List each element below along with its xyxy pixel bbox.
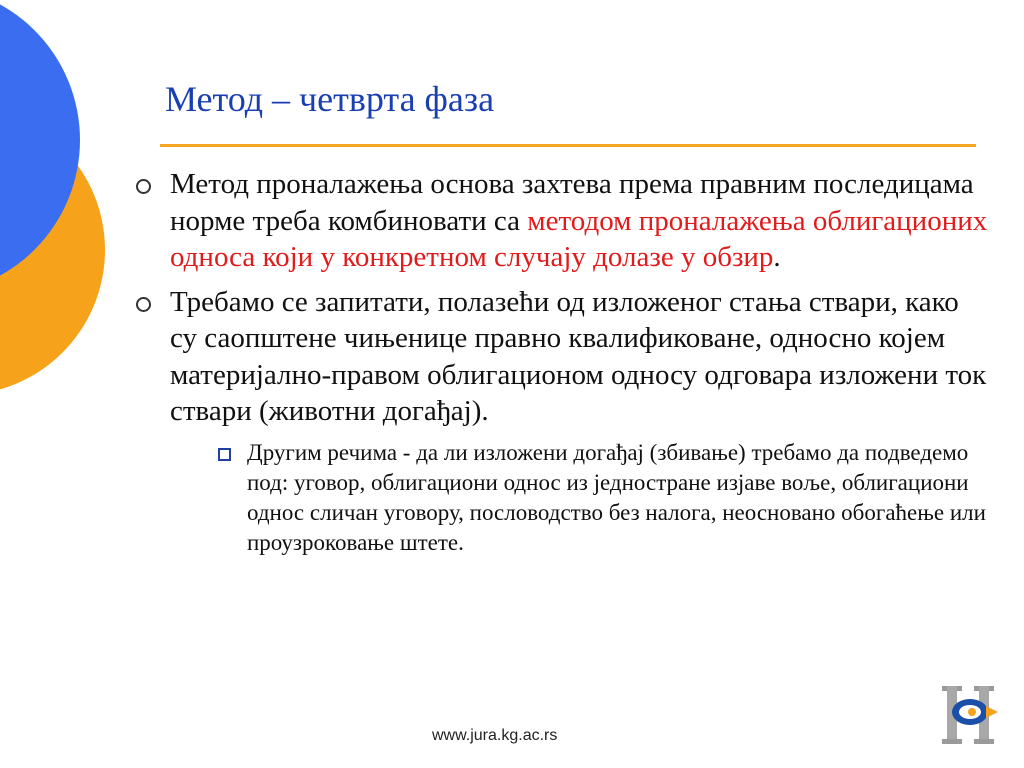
square-bullet-icon bbox=[218, 448, 231, 461]
bullet-1-highlight: методом проналажења облигационих односа који у конкретном случају долазе у обзир bbox=[170, 204, 988, 273]
circle-bullet-icon bbox=[136, 179, 151, 194]
circle-bullet-icon bbox=[136, 297, 151, 312]
footer-url: www.jura.kg.ac.rs bbox=[432, 727, 558, 744]
sub-bullet-text: Другим речима - да ли изложени догађај (збивање) требамо да подведемо под: уговор, облигациони однос из једностране изјаве воље, облигациони однос сличан уговору, пословодство без налога, неосновано обогаћење или проузроковање штете. bbox=[247, 439, 986, 555]
slide-content bbox=[130, 166, 990, 558]
faculty-logo-icon bbox=[936, 682, 1000, 746]
title-divider bbox=[160, 144, 976, 147]
decorative-circles bbox=[0, 0, 130, 400]
bullet-item-2 bbox=[130, 284, 990, 430]
bullet-item-1 bbox=[130, 166, 990, 276]
bullet-1-text-a: Метод проналажења основа захтева према правним последицама норме треба комбиновати са bbox=[170, 168, 974, 237]
bullet-1-text-b: . bbox=[773, 241, 781, 273]
circles-decoration-icon bbox=[0, 0, 130, 400]
slide-title: Метод – четврта фаза bbox=[165, 79, 495, 119]
sub-bullet-item bbox=[214, 438, 1007, 558]
bullet-2-text: Требамо се запитати, полазећи од изложеног стања ствари, како су саопштене чињенице правно квалификоване, односно којем материјално-правом облигационом односу одговара изложени ток ствари (животни догађај). bbox=[170, 285, 987, 427]
